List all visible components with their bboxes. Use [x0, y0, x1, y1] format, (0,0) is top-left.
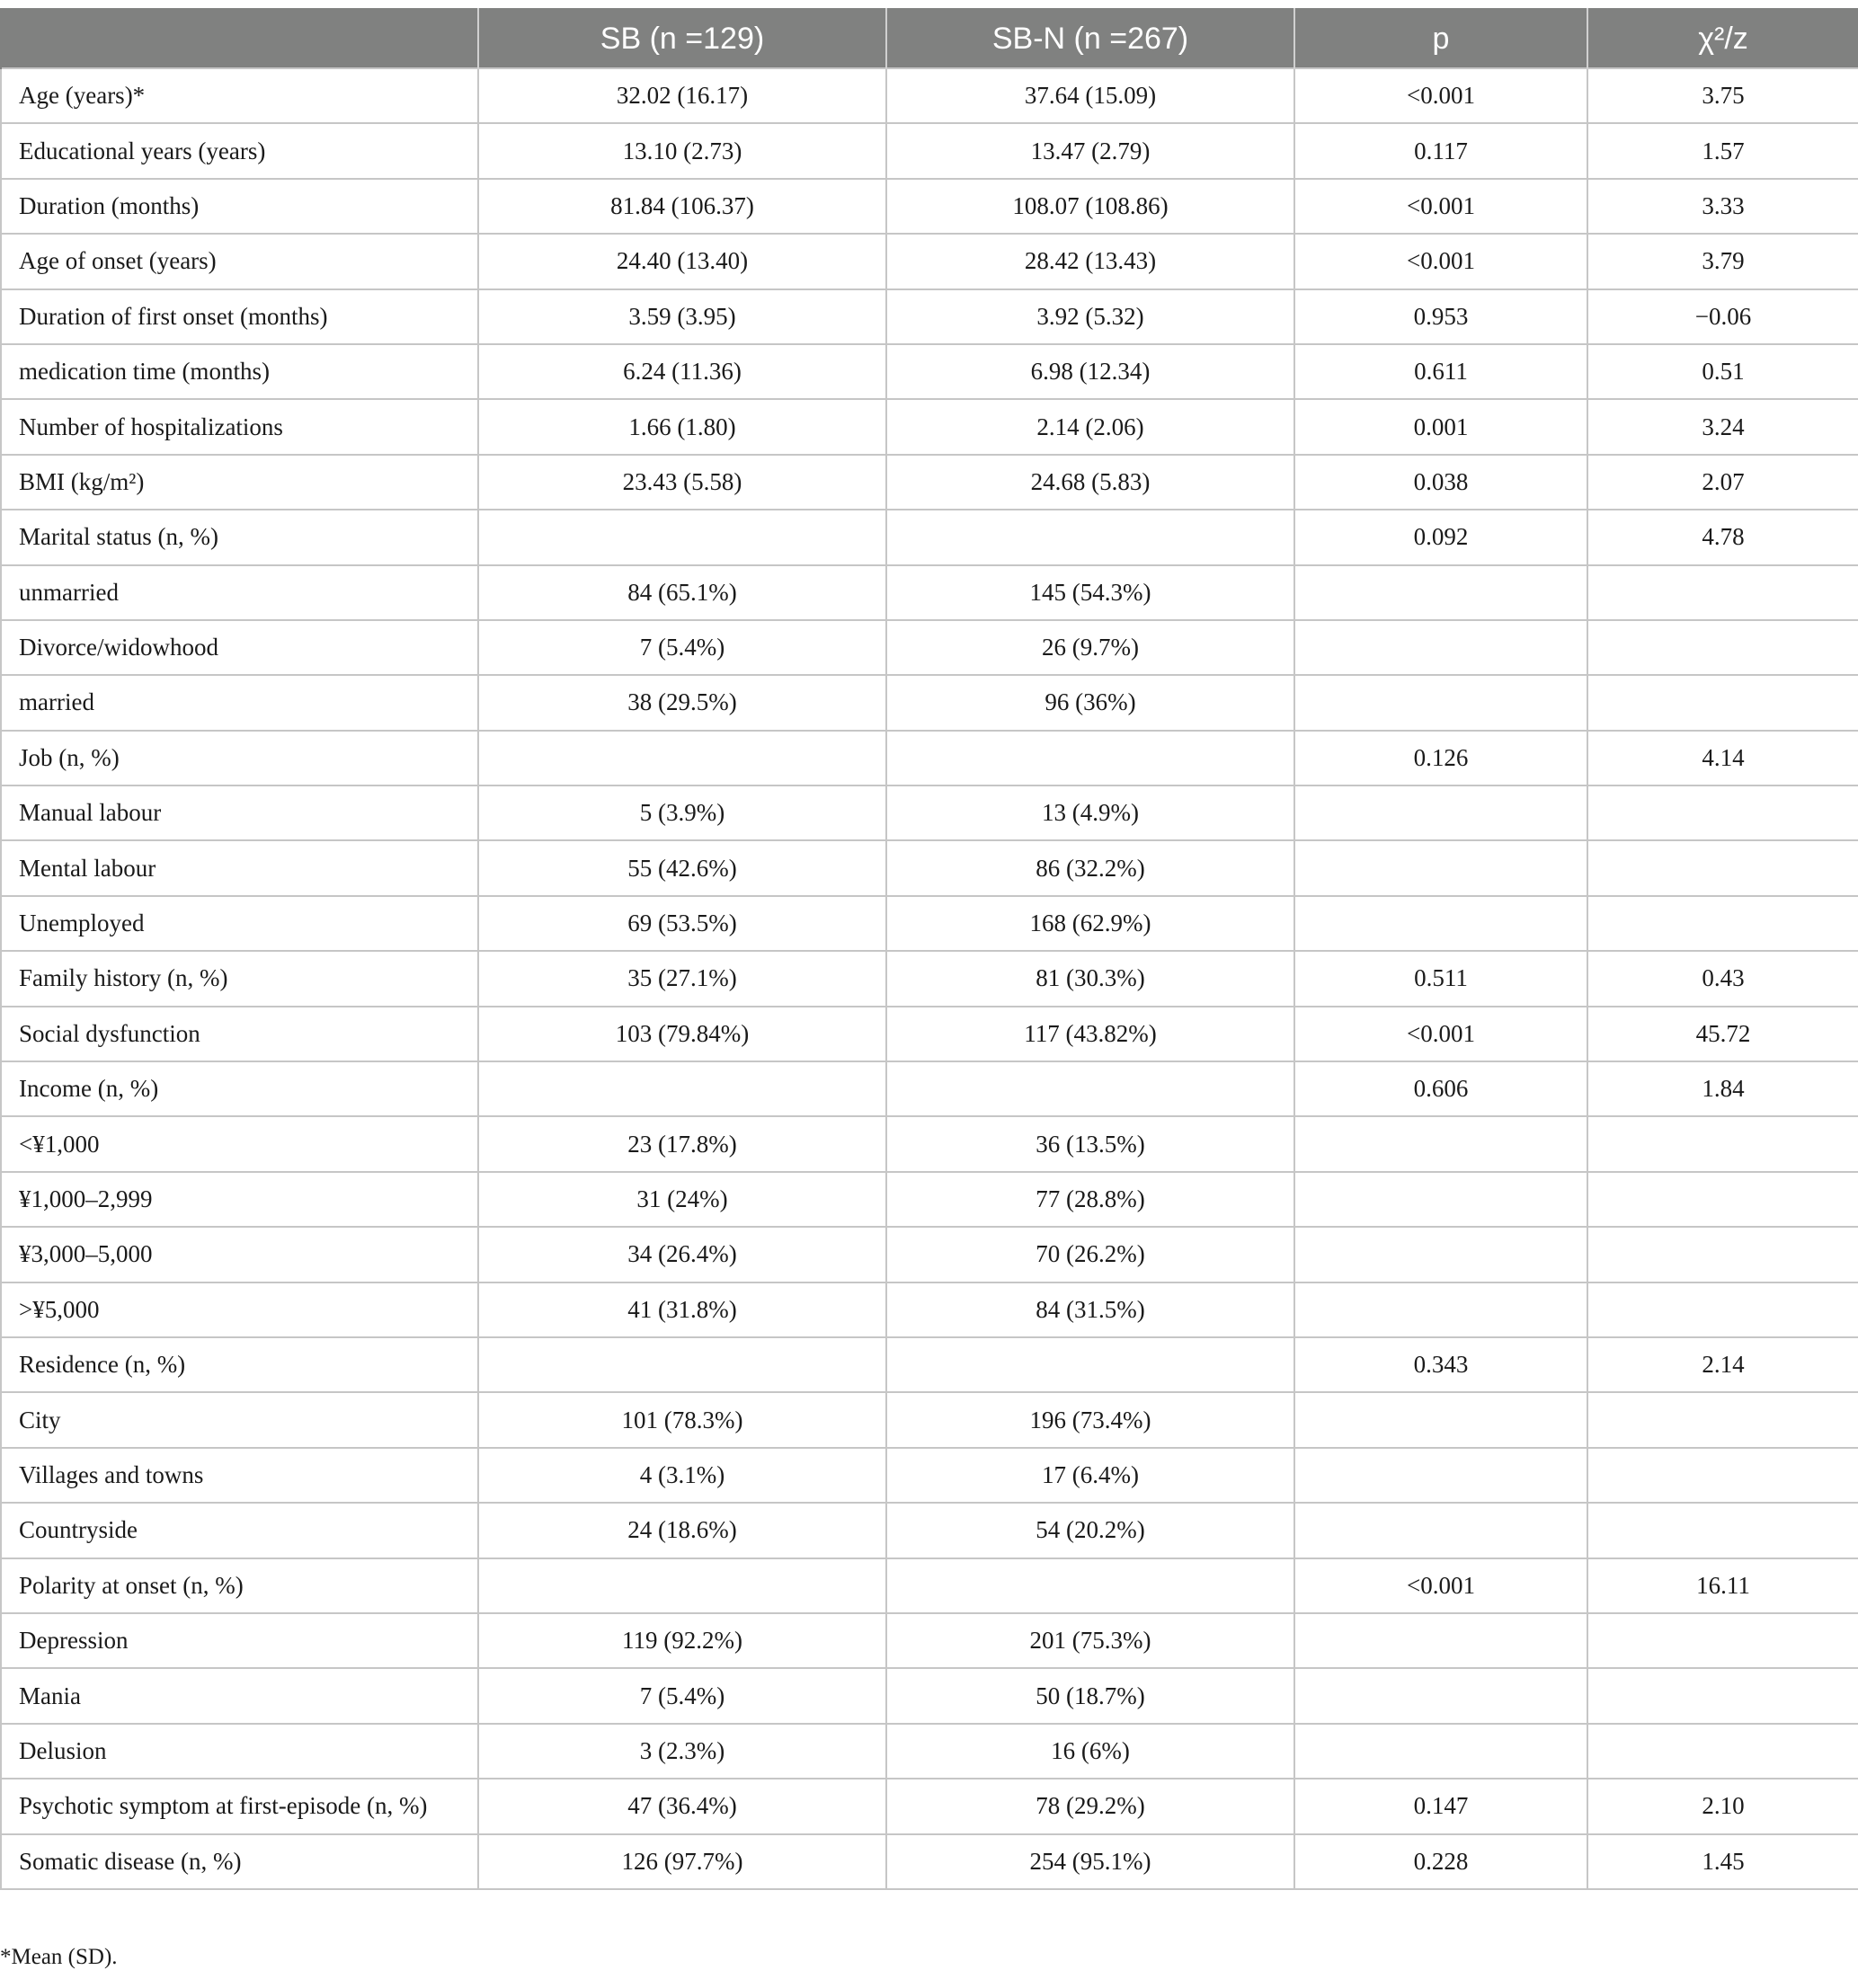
row-label: Countryside [1, 1503, 478, 1558]
row-label: Mental labour [1, 840, 478, 895]
row-label: >¥5,000 [1, 1282, 478, 1337]
table-cell: 38 (29.5%) [478, 675, 886, 730]
table-cell: 1.84 [1587, 1061, 1858, 1116]
table-row [1, 1061, 1858, 1116]
table-row [1, 731, 1858, 785]
row-label: Villages and towns [1, 1448, 478, 1503]
table-cell: 0.606 [1294, 1061, 1587, 1116]
table-cell: 4 (3.1%) [478, 1448, 886, 1503]
row-label: Number of hospitalizations [1, 399, 478, 454]
table-body [1, 68, 1858, 1889]
table-cell: 254 (95.1%) [886, 1834, 1294, 1889]
table-cell: 117 (43.82%) [886, 1007, 1294, 1061]
table-cell [1294, 1503, 1587, 1558]
table-cell [1587, 1172, 1858, 1227]
table-row [1, 455, 1858, 510]
row-label: Social dysfunction [1, 1007, 478, 1061]
table-cell: 4.78 [1587, 510, 1858, 564]
table-cell: 1.57 [1587, 123, 1858, 178]
table-row [1, 620, 1858, 675]
table-cell [1587, 840, 1858, 895]
table-cell: 13 (4.9%) [886, 785, 1294, 840]
table-cell: 5 (3.9%) [478, 785, 886, 840]
table-cell: 0.43 [1587, 951, 1858, 1006]
table-row [1, 1392, 1858, 1447]
table-cell: 0.117 [1294, 123, 1587, 178]
table-cell: 84 (31.5%) [886, 1282, 1294, 1337]
table-cell [1587, 620, 1858, 675]
row-label: Family history (n, %) [1, 951, 478, 1006]
table-cell: <0.001 [1294, 1558, 1587, 1613]
table-cell: 23 (17.8%) [478, 1116, 886, 1171]
column-header: χ²/z [1587, 9, 1858, 68]
table-cell [1294, 840, 1587, 895]
table-cell: 0.001 [1294, 399, 1587, 454]
table-row [1, 68, 1858, 123]
table-cell: 13.47 (2.79) [886, 123, 1294, 178]
table-cell: <0.001 [1294, 179, 1587, 234]
table-cell: 3.33 [1587, 179, 1858, 234]
table-cell: 69 (53.5%) [478, 896, 886, 951]
row-label: married [1, 675, 478, 730]
table-cell: 24.68 (5.83) [886, 455, 1294, 510]
table-cell: 4.14 [1587, 731, 1858, 785]
table-cell: 31 (24%) [478, 1172, 886, 1227]
row-label: Depression [1, 1613, 478, 1668]
column-header: SB-N (n =267) [886, 9, 1294, 68]
table-cell [1294, 1282, 1587, 1337]
table-cell: 2.07 [1587, 455, 1858, 510]
table-row [1, 1172, 1858, 1227]
table-cell: 0.51 [1587, 344, 1858, 399]
row-label: Duration (months) [1, 179, 478, 234]
table-cell: 101 (78.3%) [478, 1392, 886, 1447]
table-row [1, 1834, 1858, 1889]
table-footnote: *Mean (SD). [0, 1945, 118, 1969]
table-cell: 32.02 (16.17) [478, 68, 886, 123]
table-cell: 54 (20.2%) [886, 1503, 1294, 1558]
table-cell [1587, 1724, 1858, 1779]
table-cell: 17 (6.4%) [886, 1448, 1294, 1503]
row-label: Marital status (n, %) [1, 510, 478, 564]
table-cell [1294, 1668, 1587, 1723]
table-cell [478, 731, 886, 785]
table-cell [886, 1337, 1294, 1392]
table-cell [1587, 785, 1858, 840]
table-cell [1587, 1448, 1858, 1503]
table-cell [1294, 1392, 1587, 1447]
table-row [1, 1503, 1858, 1558]
table-cell: 37.64 (15.09) [886, 68, 1294, 123]
table-cell: 34 (26.4%) [478, 1227, 886, 1282]
table-cell: 3.24 [1587, 399, 1858, 454]
table-cell [886, 731, 1294, 785]
table-cell: 36 (13.5%) [886, 1116, 1294, 1171]
table-cell: 0.147 [1294, 1779, 1587, 1833]
row-label: Educational years (years) [1, 123, 478, 178]
row-label: Age (years)* [1, 68, 478, 123]
row-label: ¥3,000–5,000 [1, 1227, 478, 1282]
row-label: Income (n, %) [1, 1061, 478, 1116]
table-cell: 81.84 (106.37) [478, 179, 886, 234]
table-cell [1587, 896, 1858, 951]
table-cell: 16.11 [1587, 1558, 1858, 1613]
row-label: Divorce/widowhood [1, 620, 478, 675]
row-label: Duration of first onset (months) [1, 289, 478, 344]
table-row [1, 344, 1858, 399]
table-cell [1294, 1116, 1587, 1171]
header-row [1, 9, 1858, 68]
table-cell: 3.92 (5.32) [886, 289, 1294, 344]
row-label: City [1, 1392, 478, 1447]
row-label: Residence (n, %) [1, 1337, 478, 1392]
table-row [1, 1668, 1858, 1723]
table-cell: 201 (75.3%) [886, 1613, 1294, 1668]
row-label: Job (n, %) [1, 731, 478, 785]
table-cell [1587, 1503, 1858, 1558]
table-cell: 24.40 (13.40) [478, 234, 886, 288]
table-cell [1587, 1392, 1858, 1447]
table-cell: 103 (79.84%) [478, 1007, 886, 1061]
table-container [0, 8, 1858, 1890]
table-cell [1294, 1613, 1587, 1668]
table-cell: 0.611 [1294, 344, 1587, 399]
table-cell: 196 (73.4%) [886, 1392, 1294, 1447]
table-cell [1587, 1668, 1858, 1723]
table-cell: 3.75 [1587, 68, 1858, 123]
table-cell [1587, 565, 1858, 620]
table-cell: 1.66 (1.80) [478, 399, 886, 454]
table-cell [1294, 1724, 1587, 1779]
row-label: <¥1,000 [1, 1116, 478, 1171]
table-cell: 2.10 [1587, 1779, 1858, 1833]
table-cell: 70 (26.2%) [886, 1227, 1294, 1282]
table-cell: 6.24 (11.36) [478, 344, 886, 399]
table-cell: 35 (27.1%) [478, 951, 886, 1006]
table-cell: 96 (36%) [886, 675, 1294, 730]
table-row [1, 896, 1858, 951]
table-row [1, 565, 1858, 620]
table-cell: 26 (9.7%) [886, 620, 1294, 675]
table-cell: 50 (18.7%) [886, 1668, 1294, 1723]
table-row [1, 1007, 1858, 1061]
table-cell: 1.45 [1587, 1834, 1858, 1889]
table-cell: 55 (42.6%) [478, 840, 886, 895]
table-row [1, 510, 1858, 564]
table-row [1, 1558, 1858, 1613]
table-cell [1294, 1448, 1587, 1503]
row-label: ¥1,000–2,999 [1, 1172, 478, 1227]
table-cell [478, 1337, 886, 1392]
table-cell: 3.79 [1587, 234, 1858, 288]
table-row [1, 289, 1858, 344]
table-row [1, 1227, 1858, 1282]
table-row [1, 123, 1858, 178]
table-row [1, 951, 1858, 1006]
table-cell: 0.126 [1294, 731, 1587, 785]
table-cell: −0.06 [1587, 289, 1858, 344]
row-label: Age of onset (years) [1, 234, 478, 288]
row-label: Manual labour [1, 785, 478, 840]
table-cell: 0.953 [1294, 289, 1587, 344]
table-cell: 41 (31.8%) [478, 1282, 886, 1337]
row-label: Polarity at onset (n, %) [1, 1558, 478, 1613]
table-cell: 23.43 (5.58) [478, 455, 886, 510]
table-cell: 3 (2.3%) [478, 1724, 886, 1779]
table-row [1, 675, 1858, 730]
table-cell: 47 (36.4%) [478, 1779, 886, 1833]
table-row [1, 234, 1858, 288]
table-cell: 3.59 (3.95) [478, 289, 886, 344]
table-cell: 7 (5.4%) [478, 1668, 886, 1723]
row-label: unmarried [1, 565, 478, 620]
table-cell: 0.228 [1294, 1834, 1587, 1889]
table-cell: <0.001 [1294, 68, 1587, 123]
table-cell: 77 (28.8%) [886, 1172, 1294, 1227]
table-cell: 24 (18.6%) [478, 1503, 886, 1558]
table-row [1, 399, 1858, 454]
table-cell [1294, 675, 1587, 730]
table-cell: 0.038 [1294, 455, 1587, 510]
table-cell [1294, 1227, 1587, 1282]
table-cell [1294, 565, 1587, 620]
table-cell [1587, 1282, 1858, 1337]
table-row [1, 1282, 1858, 1337]
table-cell [1294, 896, 1587, 951]
table-cell: 2.14 (2.06) [886, 399, 1294, 454]
table-cell [886, 510, 1294, 564]
table-cell: 126 (97.7%) [478, 1834, 886, 1889]
table-cell: 6.98 (12.34) [886, 344, 1294, 399]
table-cell: <0.001 [1294, 234, 1587, 288]
column-header: p [1294, 9, 1587, 68]
table-cell: 28.42 (13.43) [886, 234, 1294, 288]
column-header: SB (n =129) [478, 9, 886, 68]
table-cell: 145 (54.3%) [886, 565, 1294, 620]
table-cell [1294, 620, 1587, 675]
row-label: BMI (kg/m²) [1, 455, 478, 510]
table-cell [478, 1558, 886, 1613]
table-cell [1294, 1172, 1587, 1227]
row-label: Mania [1, 1668, 478, 1723]
row-label: medication time (months) [1, 344, 478, 399]
table-row [1, 785, 1858, 840]
table-cell: 119 (92.2%) [478, 1613, 886, 1668]
table-row [1, 1337, 1858, 1392]
row-label: Unemployed [1, 896, 478, 951]
row-label: Somatic disease (n, %) [1, 1834, 478, 1889]
table-cell [886, 1558, 1294, 1613]
table-cell: 13.10 (2.73) [478, 123, 886, 178]
table-row [1, 1779, 1858, 1833]
table-cell: 0.511 [1294, 951, 1587, 1006]
table-cell: 84 (65.1%) [478, 565, 886, 620]
table-cell: 81 (30.3%) [886, 951, 1294, 1006]
table-cell: 7 (5.4%) [478, 620, 886, 675]
table-cell: 0.343 [1294, 1337, 1587, 1392]
table-cell: 2.14 [1587, 1337, 1858, 1392]
table-row [1, 1724, 1858, 1779]
table-cell: 168 (62.9%) [886, 896, 1294, 951]
table-cell: 16 (6%) [886, 1724, 1294, 1779]
table-cell [1294, 785, 1587, 840]
table-cell [478, 510, 886, 564]
table-cell [1587, 1116, 1858, 1171]
row-label: Psychotic symptom at first-episode (n, %) [1, 1779, 478, 1833]
table-cell: 45.72 [1587, 1007, 1858, 1061]
table-cell [1587, 675, 1858, 730]
table-row [1, 840, 1858, 895]
table-cell: 86 (32.2%) [886, 840, 1294, 895]
table-cell: 0.092 [1294, 510, 1587, 564]
table-cell [478, 1061, 886, 1116]
table-row [1, 1613, 1858, 1668]
column-header [1, 9, 478, 68]
table-row [1, 1448, 1858, 1503]
table-cell: 108.07 (108.86) [886, 179, 1294, 234]
table-cell [1587, 1227, 1858, 1282]
data-table [0, 8, 1858, 1890]
table-cell: <0.001 [1294, 1007, 1587, 1061]
table-row [1, 1116, 1858, 1171]
table-cell [886, 1061, 1294, 1116]
row-label: Delusion [1, 1724, 478, 1779]
table-row [1, 179, 1858, 234]
table-cell [1587, 1613, 1858, 1668]
table-cell: 78 (29.2%) [886, 1779, 1294, 1833]
